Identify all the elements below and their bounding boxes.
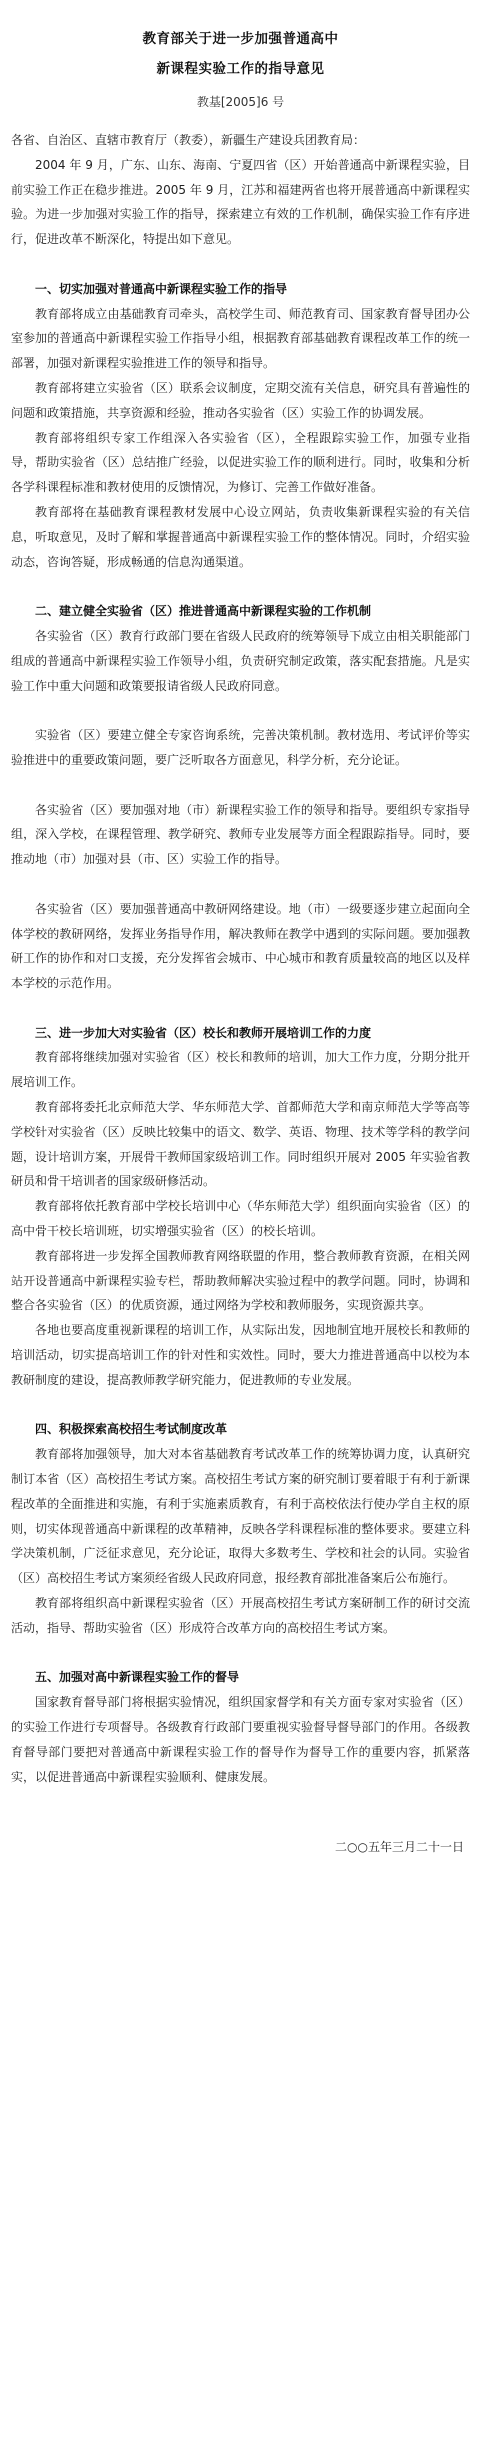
section-paragraph: 各地也要高度重视新课程的培训工作，从实际出发，因地制宜地开展校长和教师的培训活动，切实提高培训工作的针对性和实效性。同时，要大力推进普通高中以校为本教研制度的建设，提高教师教学研究能力，促进教师的专业发展。	[11, 1323, 470, 1387]
section-paragraph: 教育部将成立由基础教育司牵头，高校学生司、师范教育司、国家教育督导团办公室参加的普通高中新课程实验工作指导小组，根据教育部基础教育课程改革工作的统一部署，加强对新课程实验推进工作的领导和指导。	[11, 306, 470, 371]
intro-paragraph: 2004 年 9 月，广东、山东、海南、宁夏四省（区）开始普通高中新课程实验，目前实验工作正在稳步推进。2005 年 9 月，江苏和福建两省也将开展普通高中新课程实验。为进一步加强对实验工作的指导，探索建立有效的工作机制，确保实验工作有序进行，促进改革不断深化，特提出如下意见。	[11, 157, 470, 247]
section-heading: 四、积极探索高校招生考试制度改革	[35, 1422, 228, 1437]
document-date: 二○○五年三月二十一日	[335, 1840, 464, 1855]
document-title	[11, 24, 470, 84]
section-paragraph: 教育部将进一步发挥全国教师教育网络联盟的作用，整合教师教育资源，在相关网站开设普通高中新课程实验专栏，帮助教师解决实验过程中的教学问题。同时，协调和整合各实验省（区）的优质资源，通过网络为学校和教师服务，实现资源共享。	[11, 1248, 470, 1313]
section-paragraph: 实验省（区）要建立健全专家咨询系统，完善决策机制。教材选用、考试评价等实验推进中的重要政策问题，要广泛听取各方面意见，科学分析，充分论证。	[11, 728, 470, 767]
section-paragraph: 国家教育督导部门将根据实验情况，组织国家督学和有关方面专家对实验省（区）的实验工作进行专项督导。各级教育行政部门要重视实验督导督导部门的作用。各级教育督导部门要把对普通高中新课程实验工作的督导作为督导工作的重要内容，抓紧落实，以促进普通高中新课程实验顺利、健康发展。	[11, 1695, 470, 1784]
section-paragraph: 教育部将组织专家工作组深入各实验省（区），全程跟踪实验工作，加强专业指导，帮助实验省（区）总结推广经验，以促进实验工作的顺利进行。同时，收集和分析各学科课程标准和教材使用的反馈情况，为修订、完善工作做好准备。	[11, 430, 470, 495]
section-heading: 三、进一步加大对实验省（区）校长和教师开展培训工作的力度	[35, 1025, 372, 1040]
section-paragraph: 教育部将继续加强对实验省（区）校长和教师的培训，加大工作力度，分期分批开展培训工作。	[11, 1050, 470, 1090]
section-paragraph: 教育部将依托教育部中学校长培训中心（华东师范大学）组织面向实验省（区）的高中骨干校长培训班，切实增强实验省（区）的校长培训。	[11, 1199, 470, 1239]
section-paragraph: 教育部将建立实验省（区）联系会议制度，定期交流有关信息，研究具有普遍性的问题和政策措施，共享资源和经验，推动各实验省（区）实验工作的协调发展。	[11, 380, 470, 420]
section-paragraph: 教育部将组织高中新课程实验省（区）开展高校招生考试方案研制工作的研讨交流活动，指导、帮助实验省（区）形成符合改革方向的高校招生考试方案。	[11, 1596, 470, 1635]
section-heading: 一、切实加强对普通高中新课程实验工作的指导	[35, 281, 288, 296]
section-paragraph: 各实验省（区）要加强普通高中教研网络建设。地（市）一级要逐步建立起面向全体学校的教研网络，发挥业务指导作用，解决教师在教学中遇到的实际问题。要加强教研工作的协作和对口支援，充分发挥省会城市、中心城市和教育质量较高的地区以及样本学校的示范作用。	[11, 901, 470, 991]
title-line-2: 新课程实验工作的指导意见	[156, 61, 325, 77]
section-paragraph: 教育部将加强领导，加大对本省基础教育考试改革工作的统筹协调力度，认真研究制订本省（区）高校招生考试方案。高校招生考试方案的研究制订要着眼于有利于新课程改革的全面推进和实施，有利于实施素质教育，有利于高校依法行使办学自主权的原则，切实体现普通高中新课程的改革精神，反映各学科课程标准的整体要求。要建立科学决策机制，广泛征求意见，充分论证，取得大多数考生、学校和社会的认同。实验省（区）高校招生考试方案须经省级人民政府同意，报经教育部批准备案后公布施行。	[11, 1447, 470, 1586]
greeting: 各省、自治区、直辖市教育厅（教委），新疆生产建设兵团教育局：	[11, 133, 366, 147]
section-heading: 二、建立健全实验省（区）推进普通高中新课程实验的工作机制	[35, 604, 372, 619]
section-paragraph: 各实验省（区）要加强对地（市）新课程实验工作的领导和指导。要组织专家指导组，深入学校，在课程管理、教学研究、教师专业发展等方面全程跟踪指导。同时，要推动地（市）加强对县（市、区）实验工作的指导。	[11, 802, 470, 867]
section-heading: 五、加强对高中新课程实验工作的督导	[35, 1670, 240, 1685]
section-paragraph: 教育部将在基础教育课程教材发展中心设立网站，负责收集新课程实验的有关信息，听取意见，及时了解和掌握普通高中新课程实验工作的整体情况。同时，介绍实验动态，咨询答疑，形成畅通的信息沟通渠道。	[11, 504, 470, 569]
document-number: 教基[2005]6 号	[196, 95, 285, 109]
section-paragraph: 各实验省（区）教育行政部门要在省级人民政府的统筹领导下成立由相关职能部门组成的普通高中新课程实验工作领导小组，负责研究制定政策，落实配套措施。凡是实验工作中重大问题和政策要报请省级人民政府同意。	[11, 628, 470, 693]
section-paragraph: 教育部将委托北京师范大学、华东师范大学、首都师范大学和南京师范大学等高等学校针对实验省（区）反映比较集中的语文、数学、英语、物理、技术等学科的教学问题，设计培训方案，开展骨干教师国家级培训工作。同时组织开展对 2005 年实验省教研员和骨干培训者的国家级研修活动。	[11, 1100, 470, 1189]
title-line-1: 教育部关于进一步加强普通高中	[142, 31, 339, 47]
